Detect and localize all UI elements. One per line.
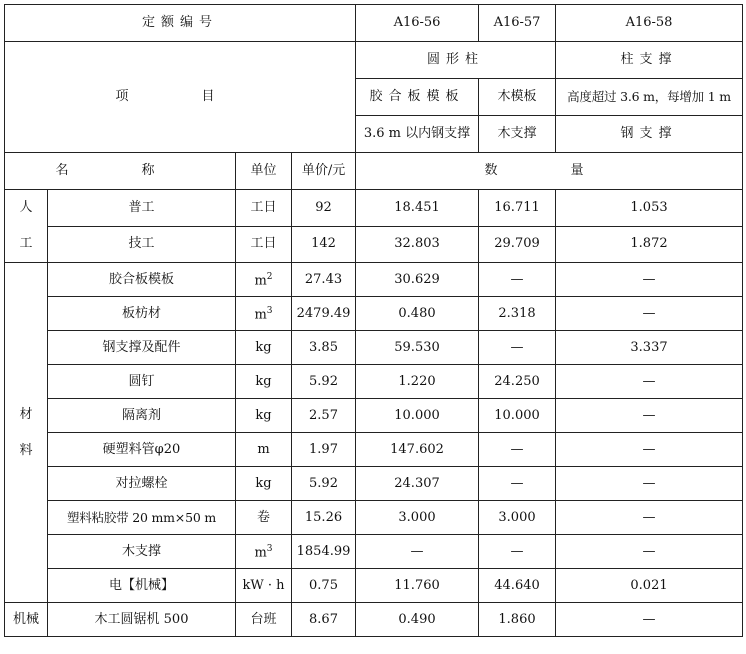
row-qty-a16-56: 10.000 bbox=[356, 399, 479, 433]
row-qty-a16-56: 1.220 bbox=[356, 365, 479, 399]
row-qty-a16-58: — bbox=[556, 603, 743, 637]
support-steel-3-6: 3.6 m 以内钢支撑 bbox=[356, 116, 479, 153]
row-unit-exponent: 3 bbox=[266, 306, 273, 317]
table-row bbox=[5, 226, 743, 263]
table-row bbox=[5, 331, 743, 365]
row-price: 3.85 bbox=[292, 331, 356, 365]
subitem-height: 高度超过 3.6 m，每增加 1 m bbox=[556, 79, 743, 116]
table-row bbox=[5, 433, 743, 467]
category-machine: 机械 bbox=[5, 603, 48, 637]
row-qty-a16-57: 10.000 bbox=[479, 399, 556, 433]
code-a16-58: A16-58 bbox=[556, 5, 743, 42]
row-qty-a16-56: 32.803 bbox=[356, 226, 479, 263]
row-name: 电【机械】 bbox=[48, 569, 236, 603]
row-name: 胶合板模板 bbox=[48, 263, 236, 297]
row-qty-a16-58: 1.053 bbox=[556, 190, 743, 227]
table-row bbox=[5, 190, 743, 227]
category-labor-char: 工 bbox=[19, 236, 33, 251]
row-unit bbox=[236, 603, 292, 637]
row-qty-a16-58: — bbox=[556, 433, 743, 467]
subitem-wood: 木模板 bbox=[479, 79, 556, 116]
row-qty-a16-57: — bbox=[479, 535, 556, 569]
support-steel: 钢支撑 bbox=[556, 116, 743, 153]
header-group-row bbox=[5, 42, 743, 79]
row-qty-a16-57: 2.318 bbox=[479, 297, 556, 331]
row-unit bbox=[236, 467, 292, 501]
row-qty-a16-56: 24.307 bbox=[356, 467, 479, 501]
row-unit-exponent: 3 bbox=[266, 544, 273, 555]
row-qty-a16-56: 18.451 bbox=[356, 190, 479, 227]
row-qty-a16-57: — bbox=[479, 263, 556, 297]
header-code-row bbox=[5, 5, 743, 42]
row-qty-a16-56: — bbox=[356, 535, 479, 569]
row-unit-text: 工日 bbox=[250, 199, 277, 215]
table-row bbox=[5, 535, 743, 569]
row-unit-text: 工日 bbox=[250, 236, 277, 252]
row-price: 1.97 bbox=[292, 433, 356, 467]
category-labor bbox=[5, 190, 48, 263]
row-price: 27.43 bbox=[292, 263, 356, 297]
row-qty-a16-58: — bbox=[556, 399, 743, 433]
table-row bbox=[5, 365, 743, 399]
row-name: 木支撑 bbox=[48, 535, 236, 569]
row-price: 0.75 bbox=[292, 569, 356, 603]
table-row bbox=[5, 569, 743, 603]
row-price: 2479.49 bbox=[292, 297, 356, 331]
row-unit bbox=[236, 226, 292, 263]
row-qty-a16-57: — bbox=[479, 331, 556, 365]
row-unit-text: m bbox=[257, 441, 270, 457]
group-column-support: 柱支撑 bbox=[556, 42, 743, 79]
row-unit-text: kg bbox=[255, 407, 272, 423]
row-qty-a16-56: 30.629 bbox=[356, 263, 479, 297]
row-qty-a16-56: 11.760 bbox=[356, 569, 479, 603]
row-unit bbox=[236, 365, 292, 399]
row-qty-a16-58: — bbox=[556, 263, 743, 297]
table-row bbox=[5, 603, 743, 637]
row-price: 142 bbox=[292, 226, 356, 263]
row-name: 硬塑料管φ20 bbox=[48, 433, 236, 467]
row-qty-a16-57: 24.250 bbox=[479, 365, 556, 399]
row-price: 15.26 bbox=[292, 501, 356, 535]
row-price: 5.92 bbox=[292, 467, 356, 501]
row-unit-exponent: 2 bbox=[266, 272, 273, 283]
row-price: 8.67 bbox=[292, 603, 356, 637]
row-unit bbox=[236, 331, 292, 365]
table-row bbox=[5, 297, 743, 331]
row-qty-a16-58: — bbox=[556, 467, 743, 501]
row-unit-text: kg bbox=[255, 373, 272, 389]
row-qty-a16-57: 1.860 bbox=[479, 603, 556, 637]
row-qty-a16-58: — bbox=[556, 297, 743, 331]
row-qty-a16-56: 3.000 bbox=[356, 501, 479, 535]
quota-table bbox=[4, 4, 743, 637]
row-name: 塑料粘胶带 20 mm×50 m bbox=[48, 501, 236, 535]
row-unit bbox=[236, 433, 292, 467]
name-label: 名 称 bbox=[5, 153, 236, 190]
item-label: 项 目 bbox=[5, 42, 356, 153]
row-price: 2.57 bbox=[292, 399, 356, 433]
row-name: 对拉螺栓 bbox=[48, 467, 236, 501]
row-unit bbox=[236, 297, 292, 331]
row-unit bbox=[236, 263, 292, 297]
unit-label: 单位 bbox=[236, 153, 292, 190]
row-qty-a16-57: 16.711 bbox=[479, 190, 556, 227]
row-name: 普工 bbox=[48, 190, 236, 227]
row-qty-a16-57: — bbox=[479, 433, 556, 467]
row-name: 钢支撑及配件 bbox=[48, 331, 236, 365]
row-name: 隔离剂 bbox=[48, 399, 236, 433]
row-qty-a16-58: 0.021 bbox=[556, 569, 743, 603]
category-material-char: 料 bbox=[19, 442, 33, 458]
row-price: 1854.99 bbox=[292, 535, 356, 569]
table-row bbox=[5, 501, 743, 535]
row-qty-a16-58: 1.872 bbox=[556, 226, 743, 263]
category-material bbox=[5, 263, 48, 603]
row-unit-text: 卷 bbox=[256, 509, 270, 525]
row-qty-a16-58: — bbox=[556, 535, 743, 569]
row-price: 92 bbox=[292, 190, 356, 227]
row-qty-a16-58: — bbox=[556, 365, 743, 399]
row-unit-text: m bbox=[254, 545, 267, 561]
row-unit bbox=[236, 501, 292, 535]
row-unit bbox=[236, 535, 292, 569]
category-material-char: 材 bbox=[19, 406, 33, 422]
row-qty-a16-57: 29.709 bbox=[479, 226, 556, 263]
row-qty-a16-56: 0.490 bbox=[356, 603, 479, 637]
code-a16-57: A16-57 bbox=[479, 5, 556, 42]
code-a16-56: A16-56 bbox=[356, 5, 479, 42]
row-unit-text: kg bbox=[255, 475, 272, 491]
row-qty-a16-56: 0.480 bbox=[356, 297, 479, 331]
support-wood: 木支撑 bbox=[479, 116, 556, 153]
row-unit-text: kW · h bbox=[242, 577, 285, 593]
row-qty-a16-56: 147.602 bbox=[356, 433, 479, 467]
table-row bbox=[5, 467, 743, 501]
row-unit-text: m bbox=[254, 307, 267, 323]
row-qty-a16-57: 44.640 bbox=[479, 569, 556, 603]
row-qty-a16-56: 59.530 bbox=[356, 331, 479, 365]
row-unit-text: kg bbox=[255, 339, 272, 355]
row-unit-text: 台班 bbox=[250, 611, 277, 627]
row-qty-a16-58: 3.337 bbox=[556, 331, 743, 365]
row-price: 5.92 bbox=[292, 365, 356, 399]
price-label: 单价/元 bbox=[292, 153, 356, 190]
header-name-row bbox=[5, 153, 743, 190]
row-name: 技工 bbox=[48, 226, 236, 263]
group-round-column: 圆形柱 bbox=[356, 42, 556, 79]
row-unit bbox=[236, 190, 292, 227]
row-name: 木工圆锯机 500 bbox=[48, 603, 236, 637]
row-name: 板枋材 bbox=[48, 297, 236, 331]
row-qty-a16-57: — bbox=[479, 467, 556, 501]
category-labor-char: 人 bbox=[19, 200, 33, 215]
quantity-label: 数 量 bbox=[356, 153, 743, 190]
table-row bbox=[5, 263, 743, 297]
quota-table-body bbox=[5, 5, 743, 637]
code-label: 定额编号 bbox=[5, 5, 356, 42]
row-qty-a16-58: — bbox=[556, 501, 743, 535]
table-row bbox=[5, 399, 743, 433]
row-qty-a16-57: 3.000 bbox=[479, 501, 556, 535]
row-unit bbox=[236, 399, 292, 433]
row-unit bbox=[236, 569, 292, 603]
row-unit-text: m bbox=[254, 273, 267, 289]
row-name: 圆钉 bbox=[48, 365, 236, 399]
subitem-plywood: 胶合板模板 bbox=[356, 79, 479, 116]
